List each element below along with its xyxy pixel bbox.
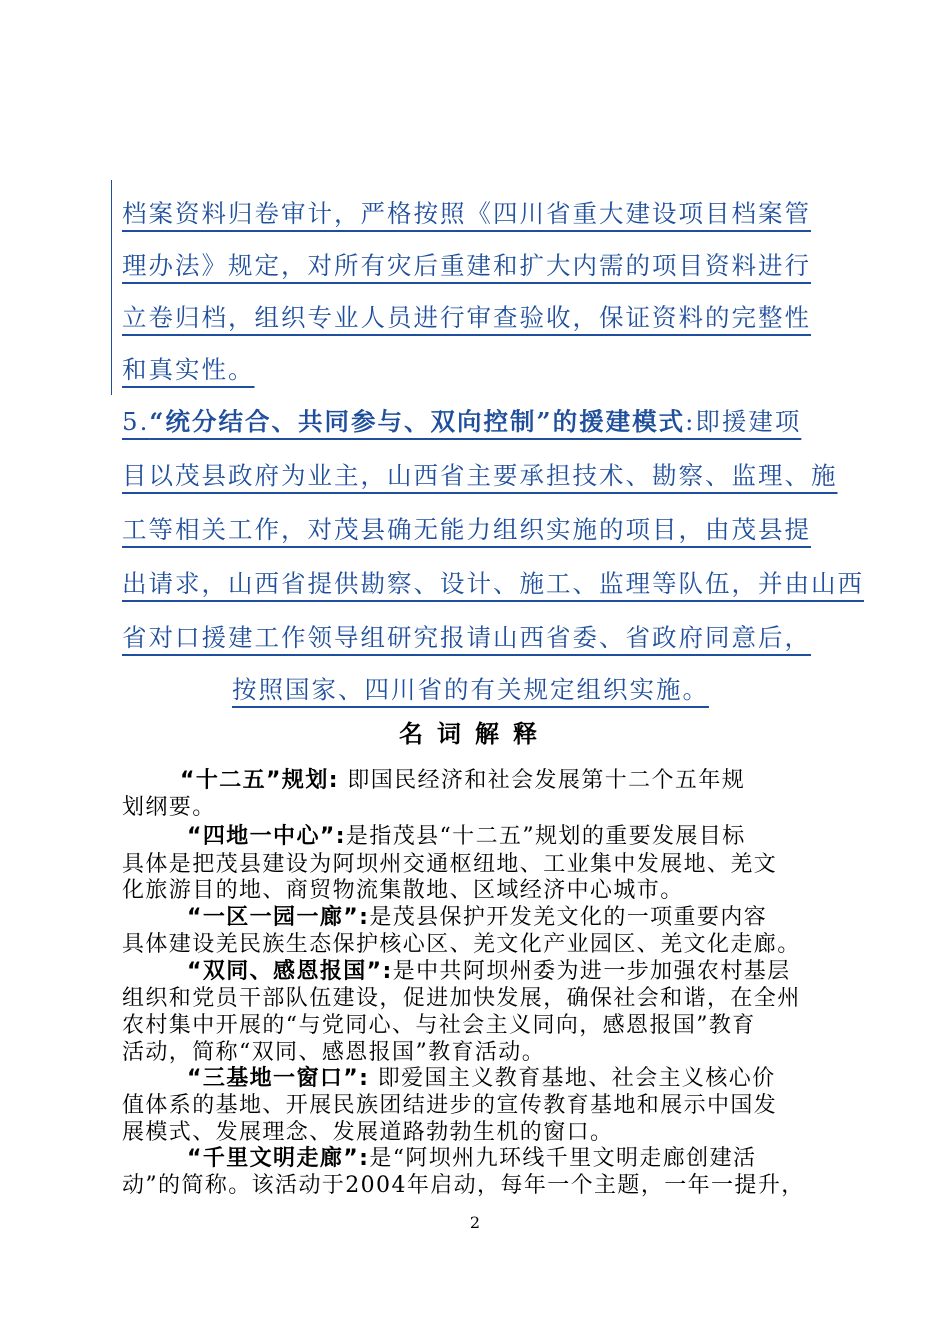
glossary-entry-first-line xyxy=(187,957,791,987)
glossary-entry-first-line xyxy=(187,903,767,933)
glossary-term: “十二五”规划: xyxy=(180,768,339,793)
revision-line: 理办法》规定，对所有灾后重建和扩大内需的项目资料进行 xyxy=(122,251,811,280)
revision-line: 目以茂县政府为业主，山西省主要承担技术、勘察、监理、施 xyxy=(122,461,838,490)
item-text: :即援建项 xyxy=(685,407,802,436)
glossary-line: 划纲要。 xyxy=(122,795,216,820)
glossary-line: 具体是把茂县建设为阿坝州交通枢纽地、工业集中发展地、羌文 xyxy=(122,852,778,877)
glossary-term: “一区一园一廊”: xyxy=(187,905,370,930)
revision-line: 按照国家、四川省的有关规定组织实施。 xyxy=(232,675,709,704)
glossary-text: 是指茂县“十二五”规划的重要发展目标 xyxy=(345,824,746,849)
revision-line: 工等相关工作，对茂县确无能力组织实施的项目，由茂县提 xyxy=(122,515,811,544)
glossary-text: 是“阿坝州九环线千里文明走廊创建活 xyxy=(369,1146,757,1171)
glossary-line: 活动，简称“双同、感恩报国”教育活动。 xyxy=(122,1040,546,1065)
glossary-entry-first-line xyxy=(180,766,745,796)
glossary-text: 是中共阿坝州委为进一步加强农村基层 xyxy=(392,959,791,984)
page-number: 2 xyxy=(469,1213,481,1232)
glossary-entry-first-line xyxy=(187,822,746,852)
glossary-line: 组织和党员干部队伍建设，促进加快发展，确保社会和谐，在全州 xyxy=(122,986,801,1011)
revision-change-bar xyxy=(111,180,112,395)
glossary-line: 展模式、发展理念、发展道路勃勃生机的窗口。 xyxy=(122,1120,614,1145)
revision-line: 出请求，山西省提供勘察、设计、施工、监理等队伍，并由山西 xyxy=(122,569,864,598)
section-heading: 名词解释 xyxy=(399,720,551,748)
glossary-line: 具体建设羌民族生态保护核心区、羌文化产业园区、羌文化走廊。 xyxy=(122,932,801,957)
glossary-line: 农村集中开展的“与党同心、与社会主义同向，感恩报国”教育 xyxy=(122,1013,756,1038)
glossary-entry-first-line xyxy=(187,1064,776,1094)
glossary-term: “四地一中心”: xyxy=(187,824,346,849)
glossary-text: 即国民经济和社会发展第十二个五年规 xyxy=(347,768,746,793)
item-title: “统分结合、共同参与、双向控制”的援建模式 xyxy=(149,407,686,436)
glossary-term: “三基地一窗口”: xyxy=(187,1066,370,1091)
glossary-entry-first-line xyxy=(187,1144,756,1174)
revision-line: 档案资料归卷审计，严格按照《四川省重大建设项目档案管 xyxy=(122,199,811,228)
revision-line: 和真实性。 xyxy=(122,355,255,384)
glossary-term: “双同、感恩报国”: xyxy=(187,959,393,984)
glossary-line: 值体系的基地、开展民族团结进步的宣传教育基地和展示中国发 xyxy=(122,1093,778,1118)
glossary-line: 动”的简称。该活动于2004年启动，每年一个主题，一年一提升， xyxy=(122,1173,805,1198)
item-number: 5. xyxy=(122,407,150,436)
revision-line: 立卷归档，组织专业人员进行审查验收，保证资料的完整性 xyxy=(122,303,811,332)
revision-line: 省对口援建工作领导组研究报请山西省委、省政府同意后， xyxy=(122,623,811,652)
glossary-text: 是茂县保护开发羌文化的一项重要内容 xyxy=(369,905,768,930)
glossary-text: 即爱国主义教育基地、社会主义核心价 xyxy=(377,1066,776,1091)
glossary-term: “千里文明走廊”: xyxy=(187,1146,370,1171)
revision-line-item-5 xyxy=(122,396,801,448)
glossary-line: 化旅游目的地、商贸物流集散地、区域经济中心城市。 xyxy=(122,878,684,903)
